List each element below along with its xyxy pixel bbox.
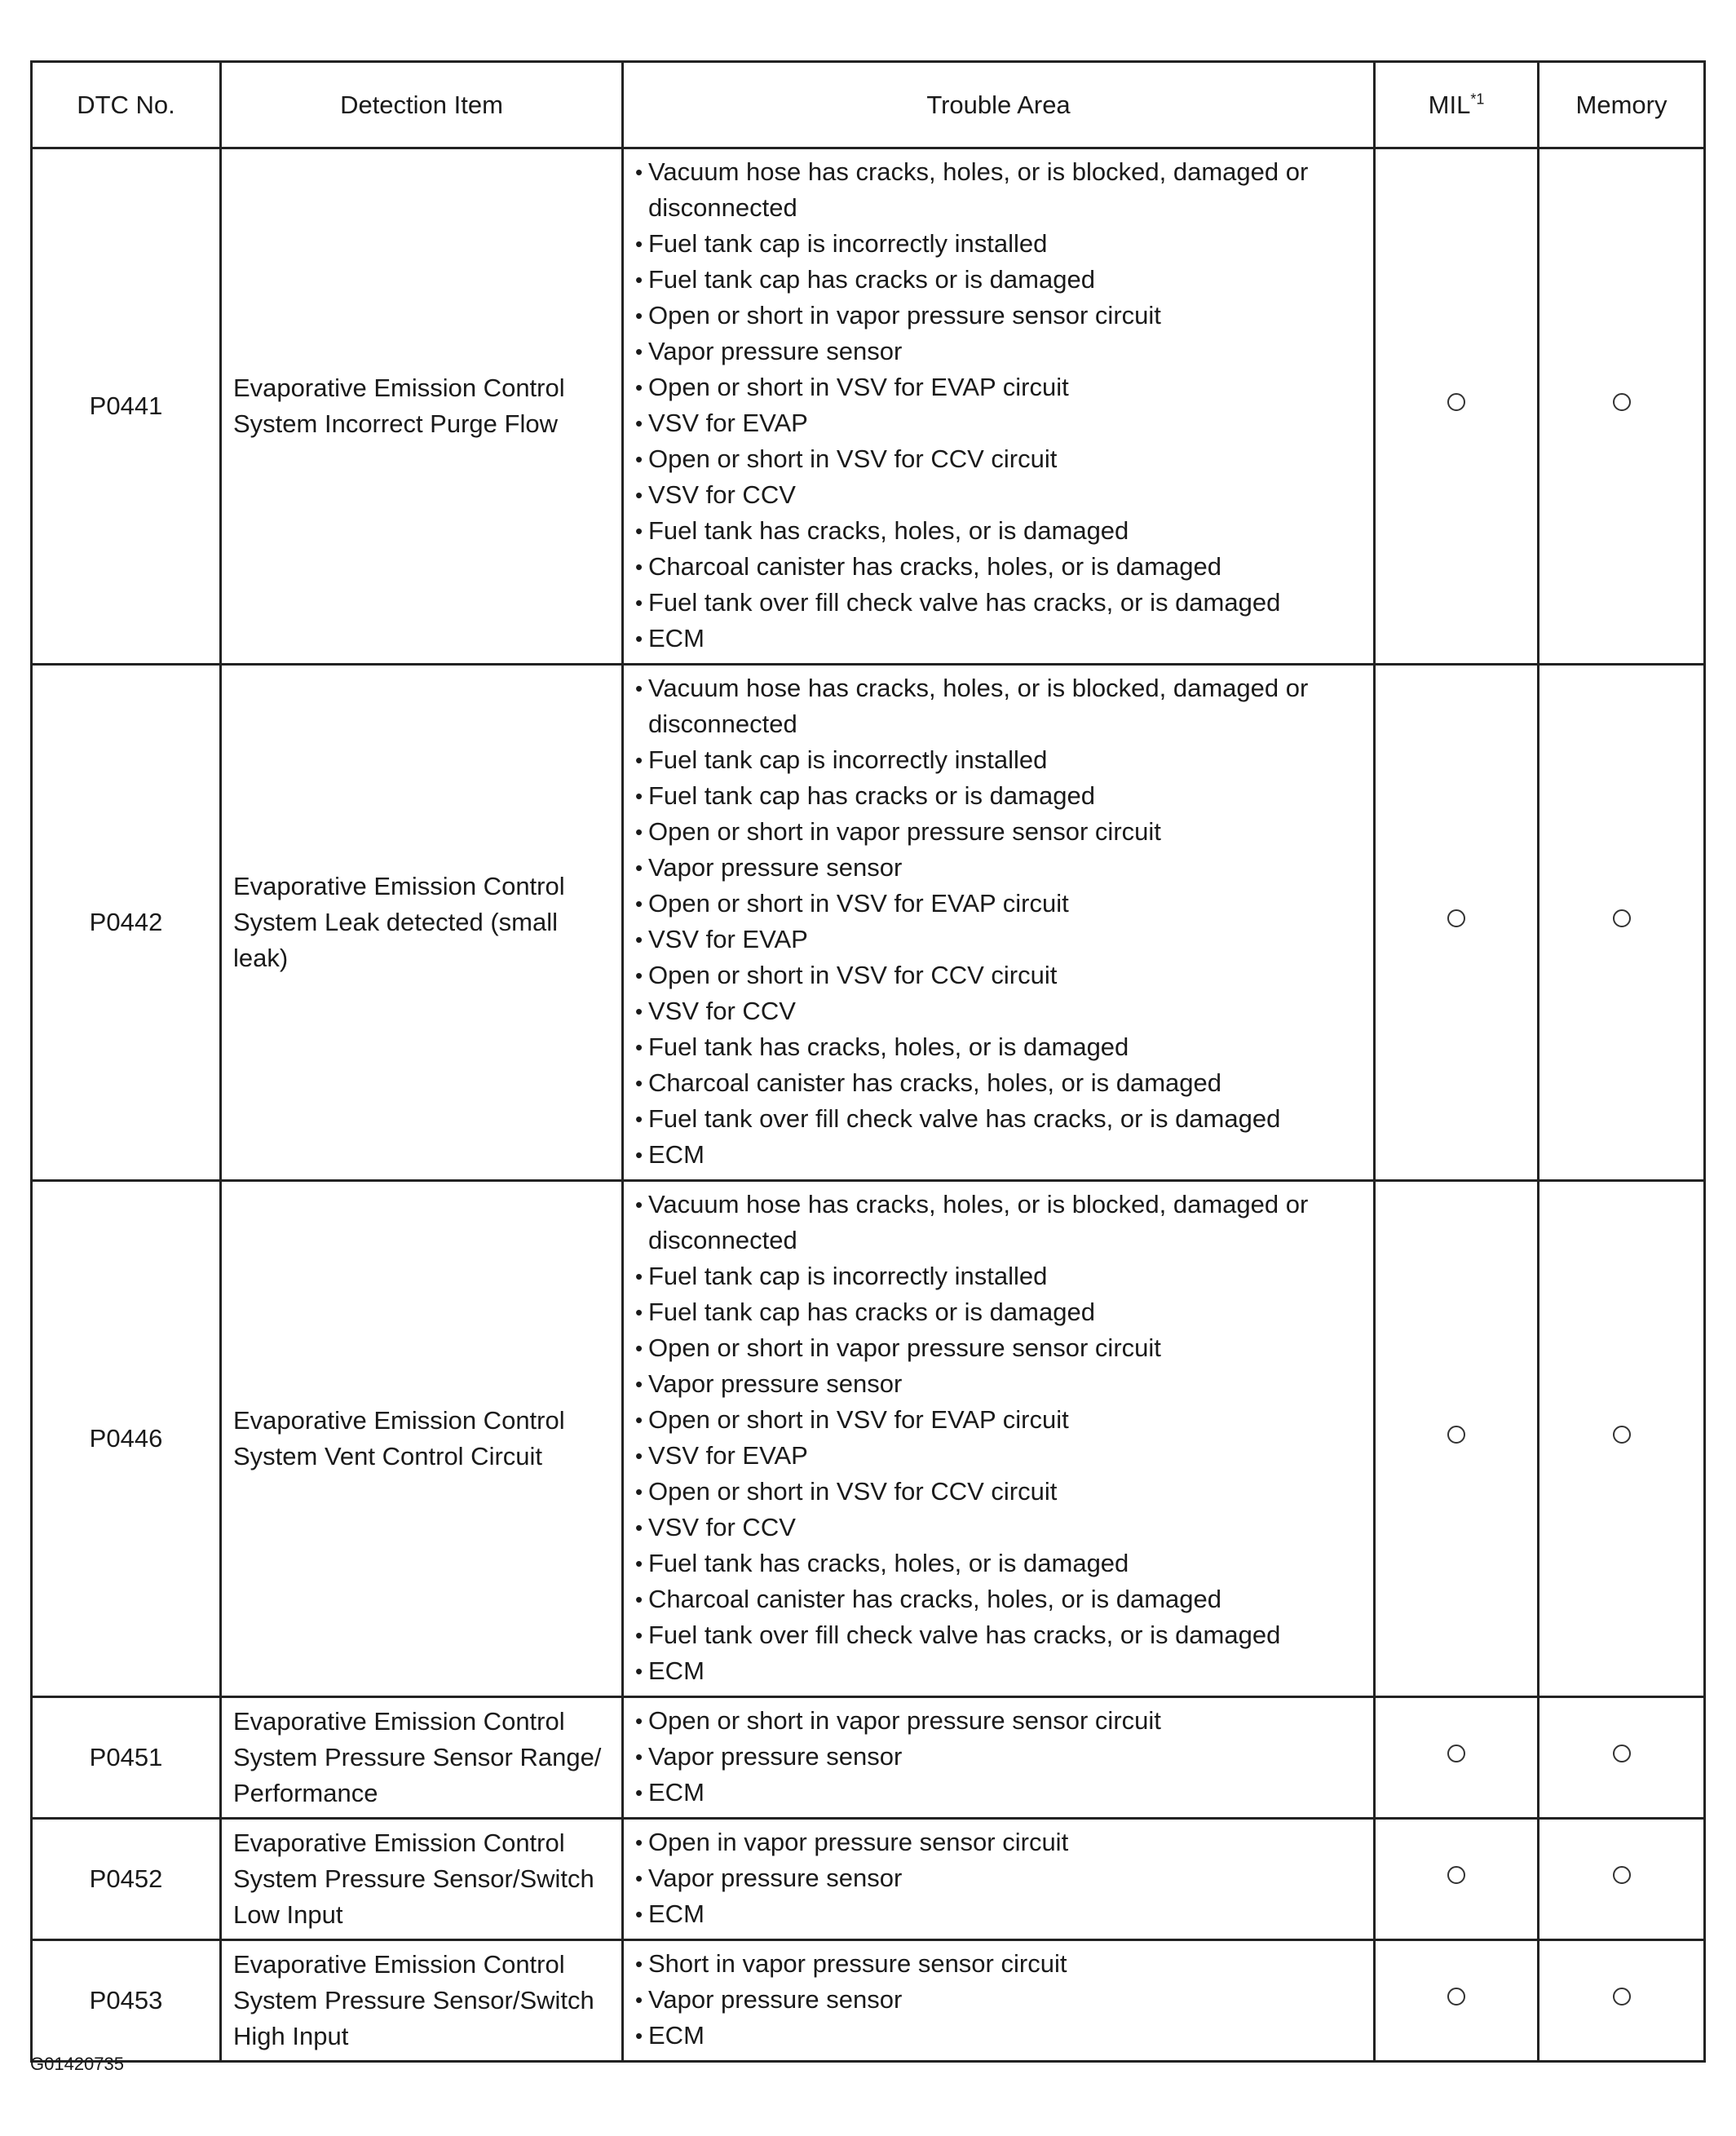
trouble-area-item: • Open or short in VSV for CCV circuit [635, 957, 1365, 993]
trouble-area-item: • VSV for EVAP [635, 922, 1365, 957]
trouble-area-item: • Open or short in vapor pressure sensor circuit [635, 1703, 1365, 1739]
table-row [32, 1181, 1705, 1697]
mil-cell [1375, 1819, 1539, 1940]
detection-item: Evaporative Emission Control System Vent Control Circuit [221, 1181, 623, 1697]
trouble-area-item: • Open or short in VSV for EVAP circuit [635, 886, 1365, 922]
dtc-code: P0441 [32, 148, 221, 665]
header-row [32, 62, 1705, 148]
trouble-area-item: • Fuel tank cap is incorrectly installed [635, 742, 1365, 778]
trouble-area-item: • ECM [635, 1137, 1365, 1173]
dtc-code: P0446 [32, 1181, 221, 1697]
trouble-area-item: • Vapor pressure sensor [635, 850, 1365, 886]
trouble-area-item: • ECM [635, 1653, 1365, 1689]
dtc-code: P0452 [32, 1819, 221, 1940]
trouble-area-item: • Open or short in vapor pressure sensor circuit [635, 298, 1365, 334]
trouble-area-item: • Vapor pressure sensor [635, 1860, 1365, 1896]
memory-cell [1539, 1181, 1705, 1697]
trouble-area-item: • Open or short in VSV for CCV circuit [635, 1474, 1365, 1510]
trouble-area-item: • ECM [635, 1775, 1365, 1811]
detection-item: Evaporative Emission Control System Incorrect Purge Flow [221, 148, 623, 665]
trouble-area-item: • VSV for EVAP [635, 1438, 1365, 1474]
detection-item: Evaporative Emission Control System Pressure Sensor Range/ Performance [221, 1697, 623, 1819]
trouble-area-item: • Open or short in VSV for EVAP circuit [635, 1402, 1365, 1438]
trouble-area-item: • Vacuum hose has cracks, holes, or is blocked, damaged or disconnected [635, 1187, 1365, 1258]
circle-icon [1613, 1745, 1631, 1762]
table-row [32, 148, 1705, 665]
circle-icon [1613, 909, 1631, 927]
trouble-area-item: • Fuel tank has cracks, holes, or is damaged [635, 1546, 1365, 1581]
trouble-area-item: • Fuel tank cap is incorrectly installed [635, 1258, 1365, 1294]
trouble-area-item: • Fuel tank has cracks, holes, or is damaged [635, 1029, 1365, 1065]
trouble-area-item: • ECM [635, 2018, 1365, 2054]
header-detection-item: Detection Item [221, 62, 623, 148]
header-mil [1375, 62, 1539, 148]
memory-cell [1539, 665, 1705, 1181]
trouble-area-item: • Fuel tank over fill check valve has cracks, or is damaged [635, 585, 1365, 621]
trouble-area-item: • Open or short in VSV for EVAP circuit [635, 369, 1365, 405]
detection-item: Evaporative Emission Control System Pressure Sensor/Switch Low Input [221, 1819, 623, 1940]
trouble-area-item: • Charcoal canister has cracks, holes, or is damaged [635, 1065, 1365, 1101]
trouble-area-item: • Fuel tank over fill check valve has cracks, or is damaged [635, 1101, 1365, 1137]
dtc-code: P0451 [32, 1697, 221, 1819]
trouble-area-item: • Fuel tank cap has cracks or is damaged [635, 1294, 1365, 1330]
memory-cell [1539, 1697, 1705, 1819]
header-trouble-area: Trouble Area [623, 62, 1375, 148]
trouble-area-list [635, 670, 1365, 1173]
mil-cell [1375, 1181, 1539, 1697]
trouble-area-item: • Vapor pressure sensor [635, 334, 1365, 369]
trouble-area [623, 1697, 1375, 1819]
dtc-code: P0442 [32, 665, 221, 1181]
mil-footnote-marker: *1 [1470, 91, 1485, 108]
header-dtc-no: DTC No. [32, 62, 221, 148]
trouble-area [623, 1181, 1375, 1697]
trouble-area-list [635, 1187, 1365, 1689]
trouble-area-item: • Fuel tank has cracks, holes, or is damaged [635, 513, 1365, 549]
trouble-area-item: • VSV for EVAP [635, 405, 1365, 441]
trouble-area-item: • VSV for CCV [635, 477, 1365, 513]
circle-icon [1447, 1426, 1465, 1444]
trouble-area [623, 1940, 1375, 2062]
trouble-area-item: • Open or short in VSV for CCV circuit [635, 441, 1365, 477]
trouble-area-list [635, 1946, 1365, 2054]
mil-cell [1375, 1940, 1539, 2062]
mil-cell [1375, 665, 1539, 1181]
trouble-area-item: • Charcoal canister has cracks, holes, or is damaged [635, 1581, 1365, 1617]
trouble-area-item: • Fuel tank over fill check valve has cracks, or is damaged [635, 1617, 1365, 1653]
mil-cell [1375, 148, 1539, 665]
memory-cell [1539, 148, 1705, 665]
trouble-area-item: • ECM [635, 1896, 1365, 1932]
table-row [32, 1819, 1705, 1940]
trouble-area [623, 148, 1375, 665]
circle-icon [1613, 1988, 1631, 2006]
memory-cell [1539, 1940, 1705, 2062]
trouble-area-item: • Short in vapor pressure sensor circuit [635, 1946, 1365, 1982]
memory-cell [1539, 1819, 1705, 1940]
circle-icon [1613, 1426, 1631, 1444]
trouble-area-list [635, 1824, 1365, 1932]
circle-icon [1447, 1988, 1465, 2006]
trouble-area [623, 1819, 1375, 1940]
trouble-area-item: • Vapor pressure sensor [635, 1366, 1365, 1402]
trouble-area-item: • Vapor pressure sensor [635, 1739, 1365, 1775]
table-row [32, 1940, 1705, 2062]
header-mil-label: MIL [1428, 90, 1471, 119]
trouble-area-item: • Charcoal canister has cracks, holes, or is damaged [635, 549, 1365, 585]
figure-id: G01420735 [30, 2054, 124, 2074]
trouble-area-item: • Fuel tank cap is incorrectly installed [635, 226, 1365, 262]
table-row [32, 1697, 1705, 1819]
detection-item: Evaporative Emission Control System Leak detected (small leak) [221, 665, 623, 1181]
header-memory: Memory [1539, 62, 1705, 148]
trouble-area-item: • VSV for CCV [635, 1510, 1365, 1546]
dtc-table [30, 60, 1706, 2063]
trouble-area-item: • Open or short in vapor pressure sensor circuit [635, 1330, 1365, 1366]
circle-icon [1613, 1866, 1631, 1884]
circle-icon [1447, 909, 1465, 927]
detection-item: Evaporative Emission Control System Pressure Sensor/Switch High Input [221, 1940, 623, 2062]
trouble-area-list [635, 1703, 1365, 1811]
circle-icon [1613, 393, 1631, 411]
trouble-area-item: • VSV for CCV [635, 993, 1365, 1029]
trouble-area-item: • Vacuum hose has cracks, holes, or is blocked, damaged or disconnected [635, 670, 1365, 742]
trouble-area [623, 665, 1375, 1181]
circle-icon [1447, 1866, 1465, 1884]
trouble-area-list [635, 154, 1365, 657]
trouble-area-item: • Open in vapor pressure sensor circuit [635, 1824, 1365, 1860]
table-row [32, 665, 1705, 1181]
trouble-area-item: • Vacuum hose has cracks, holes, or is blocked, damaged or disconnected [635, 154, 1365, 226]
circle-icon [1447, 1745, 1465, 1762]
circle-icon [1447, 393, 1465, 411]
trouble-area-item: • ECM [635, 621, 1365, 657]
trouble-area-item: • Vapor pressure sensor [635, 1982, 1365, 2018]
dtc-code: P0453 [32, 1940, 221, 2062]
trouble-area-item: • Fuel tank cap has cracks or is damaged [635, 778, 1365, 814]
trouble-area-item: • Open or short in vapor pressure sensor circuit [635, 814, 1365, 850]
trouble-area-item: • Fuel tank cap has cracks or is damaged [635, 262, 1365, 298]
mil-cell [1375, 1697, 1539, 1819]
